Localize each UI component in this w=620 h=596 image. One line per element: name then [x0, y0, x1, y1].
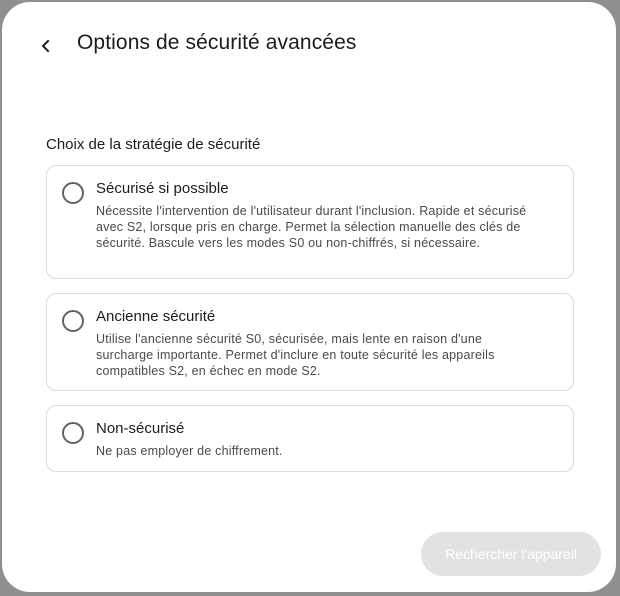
- option-description: Ne pas employer de chiffrement.: [96, 444, 283, 458]
- option-legacy-security[interactable]: [46, 293, 574, 391]
- chevron-left-icon: [39, 39, 53, 53]
- radio-secure-if-possible[interactable]: [62, 182, 84, 204]
- security-strategy-options: [46, 165, 574, 472]
- option-title: Ancienne sécurité: [96, 308, 216, 325]
- dialog-header: [2, 2, 616, 86]
- option-title: Sécurisé si possible: [96, 180, 229, 197]
- dialog-title: Options de sécurité avancées: [77, 31, 357, 54]
- option-unsecured[interactable]: [46, 405, 574, 472]
- option-description: Utilise l'ancienne sécurité S0, sécurisée, mais lente en raison d'une surcharge importante. Permet d'inclure en toute sécurité les appareils compatibles S2, en échec en mode S2.: [96, 332, 495, 378]
- radio-unsecured[interactable]: [62, 422, 84, 444]
- back-button[interactable]: [30, 30, 62, 62]
- security-options-dialog: [2, 2, 616, 592]
- option-secure-if-possible[interactable]: [46, 165, 574, 279]
- radio-legacy-security[interactable]: [62, 310, 84, 332]
- option-title: Non-sécurisé: [96, 420, 185, 437]
- option-description: Nécessite l'intervention de l'utilisateur durant l'inclusion. Rapide et sécurisé avec S2, lorsque pris en charge. Permet la sélection manuelle des clés de sécurité. Bascule vers les modes S0 ou non-chiffrés, si nécessaire.: [96, 204, 527, 250]
- section-label: Choix de la stratégie de sécurité: [46, 136, 261, 153]
- search-device-button[interactable]: Rechercher l'appareil: [421, 532, 601, 576]
